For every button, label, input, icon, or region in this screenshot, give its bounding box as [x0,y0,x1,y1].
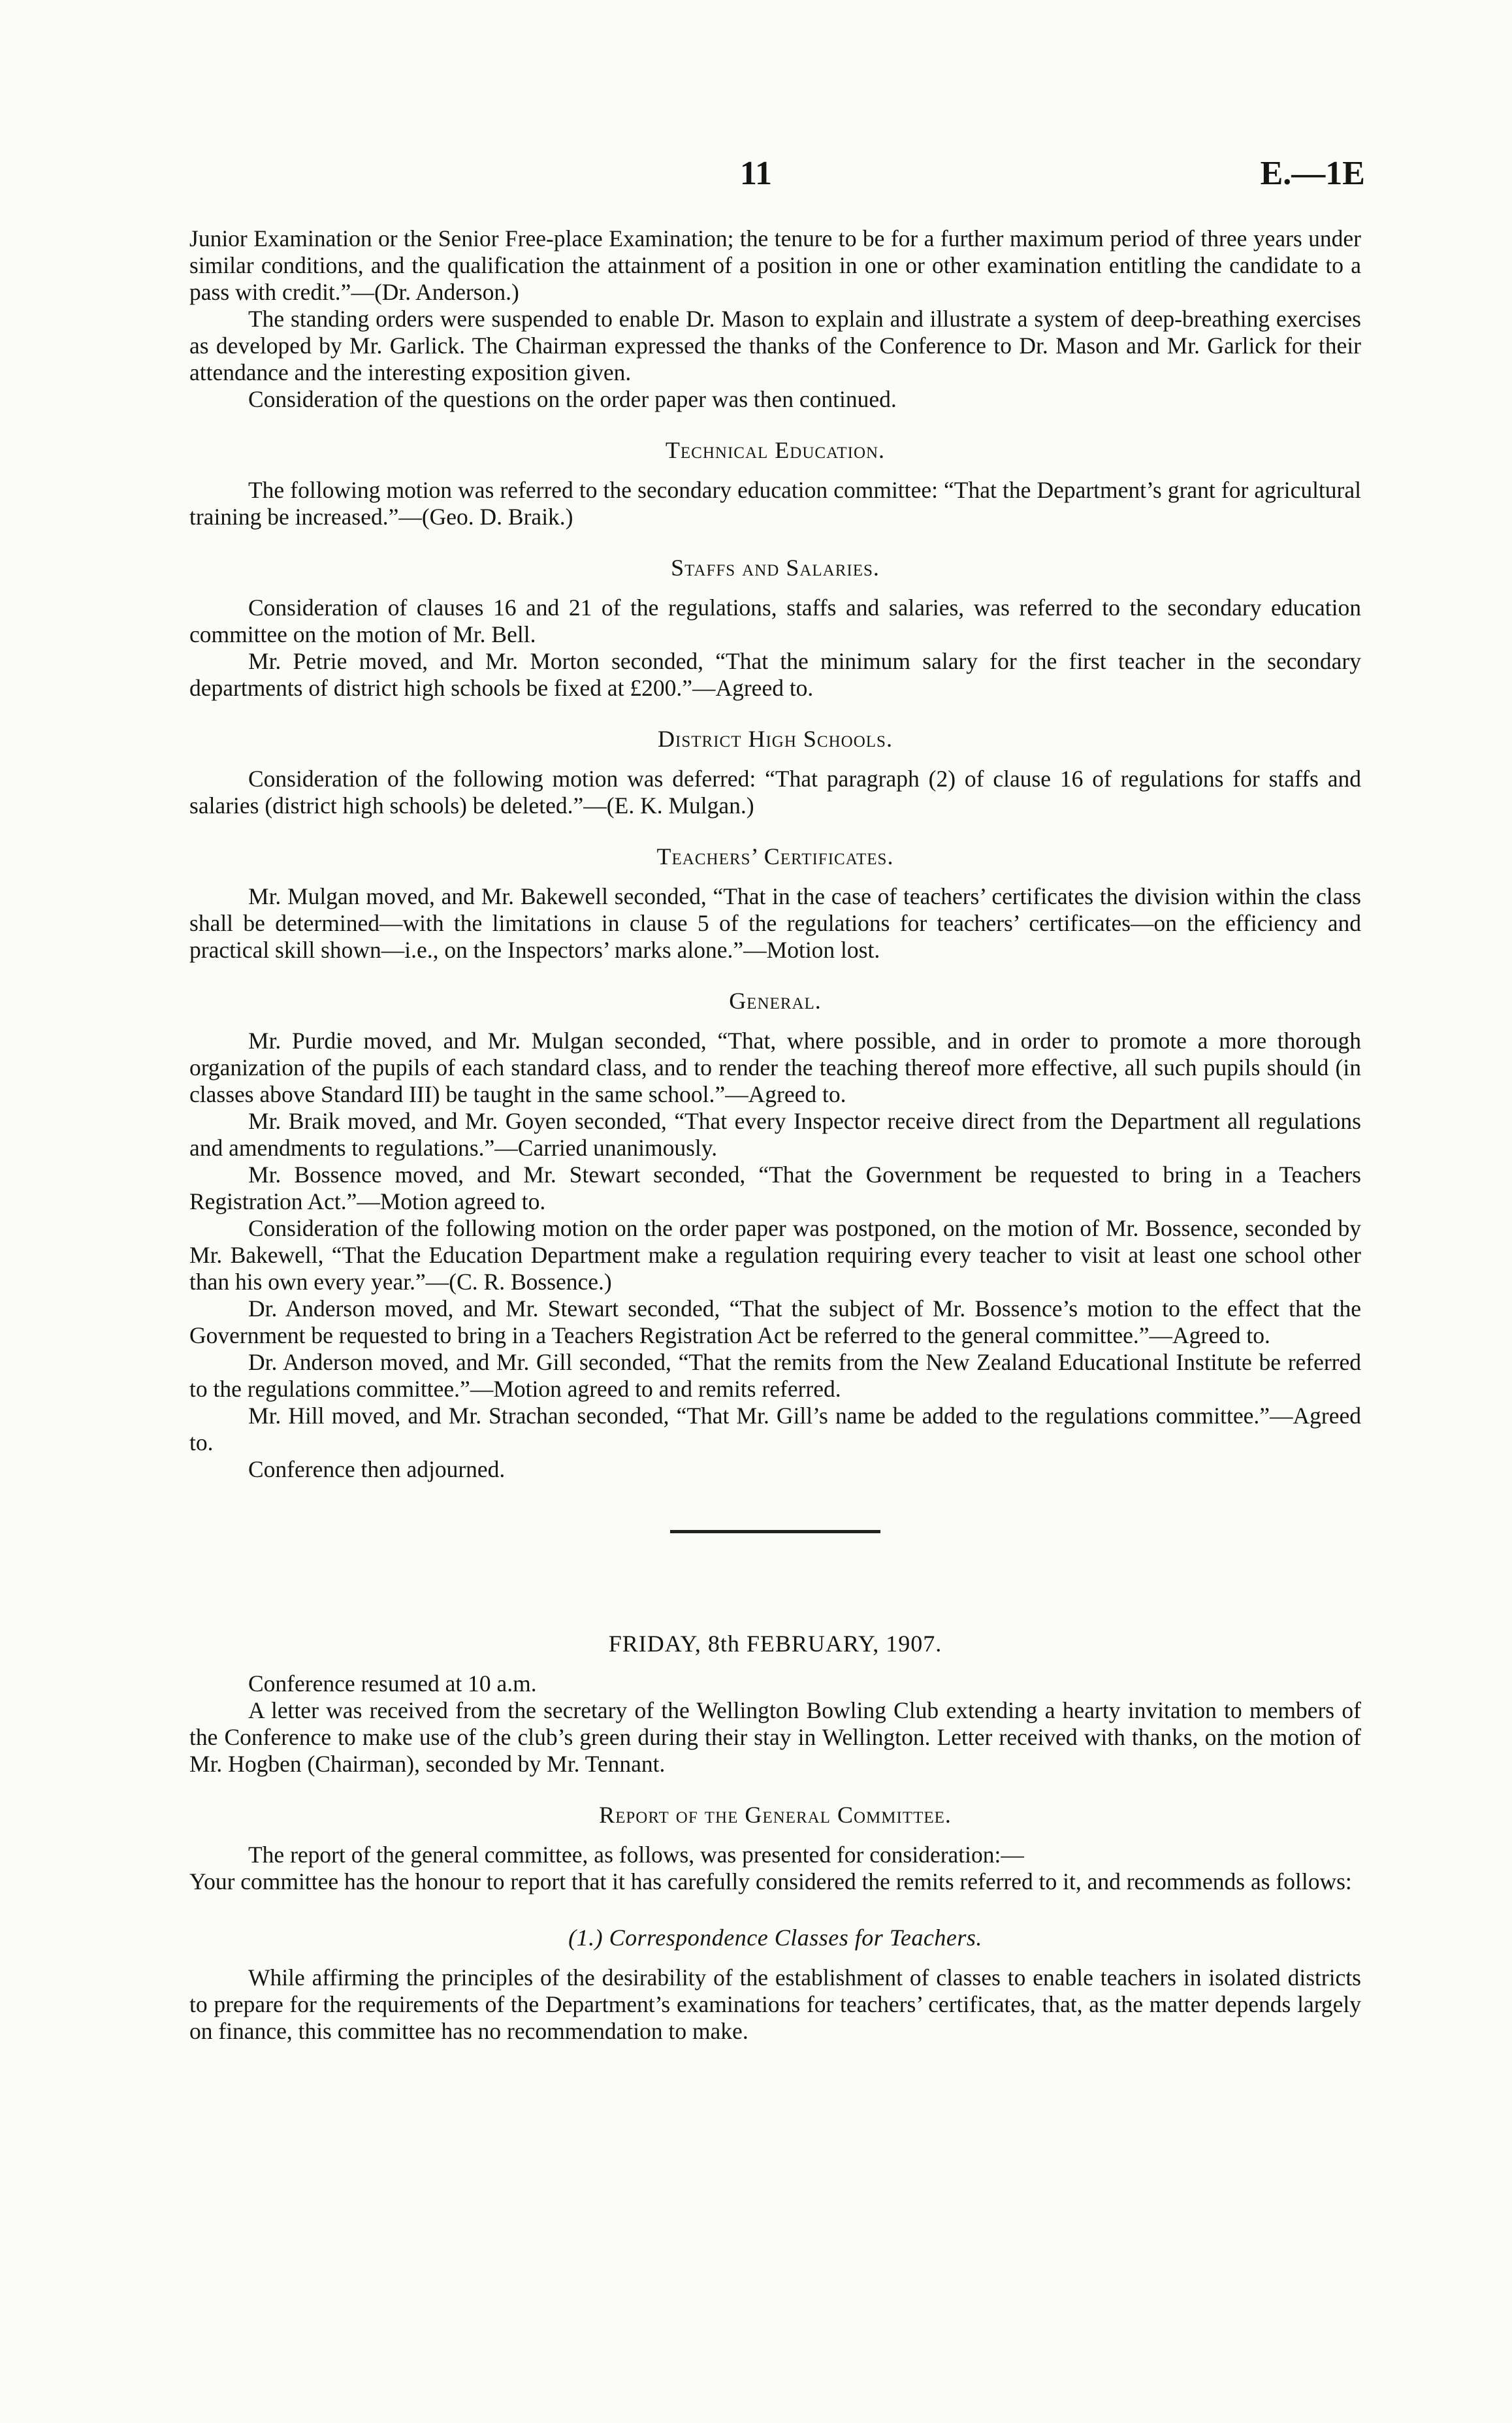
heading-technical-education: Technical Education. [665,437,886,463]
paragraph-correspondence: While affirming the principles of the desirability of the establishment of classes to enable teachers in isolated districts to prepare for the requirements of the Department’s examinations for teachers’ certificates, that, as the matter depends largely on finance, this committee has no recommendation to make. [189,1964,1361,2044]
paragraph: A letter was received from the secretary of the Wellington Bowling Club extending a hearty invitation to members of the Conference to make use of the club’s green during their stay in Wellington. Letter received with thanks, on the motion of Mr. Hogben (Chairman), seconded by Mr. Tennant. [189,1697,1361,1777]
paragraph: Dr. Anderson moved, and Mr. Stewart seconded, “That the subject of Mr. Bossence’s motion to the effect that the Government be requested to bring in a Teachers Registration Act be referred to the general committee.”—Agreed to. [189,1295,1361,1348]
paragraph: Mr. Petrie moved, and Mr. Morton seconded, “That the minimum salary for the first teacher in the secondary departments of district high schools be fixed at £200.”—Agreed to. [189,648,1361,701]
paragraph: Conference resumed at 10 a.m. [248,1670,537,1697]
paragraph: Mr. Purdie moved, and Mr. Mulgan seconded, “That, where possible, and in order to promote a more thorough organization of the pupils of each standard class, and to render the teaching thereof more effective, all such pupils should (in classes above Standard III) be taught in the same school.”—Agreed to. [189,1028,1361,1107]
paragraph: Dr. Anderson moved, and Mr. Gill seconded, “That the remits from the New Zealand Educational Institute be referred to the regulations committee.”—Motion agreed to and remits referred. [189,1349,1361,1402]
document-reference: E.—1E [1260,155,1365,192]
heading-staffs-and-salaries: Staffs and Salaries. [671,555,880,581]
heading-teachers-certificates: Teachers’ Certificates. [656,843,894,870]
paragraph: Consideration of clauses 16 and 21 of the regulations, staffs and salaries, was referred to the secondary education committee on the motion of Mr. Bell. [189,594,1361,647]
paragraph: The following motion was referred to the secondary education committee: “That the Department’s grant for agricultural training be increased.”—(Geo. D. Braik.) [189,477,1361,530]
section-divider [670,1530,880,1533]
paragraph: Mr. Bossence moved, and Mr. Stewart seconded, “That the Government be requested to bring in a Teachers Registration Act.”—Motion agreed to. [189,1162,1361,1214]
heading-general: General. [729,988,822,1014]
page-number: 11 [739,155,773,192]
paragraph-report-intro: The report of the general committee, as follows, was presented for consideration:— [248,1842,1024,1868]
paragraph-consideration: Consideration of the questions on the order paper was then continued. [248,386,897,412]
heading-district-high-schools: District High Schools. [658,726,893,752]
paragraph-committee: Your committee has the honour to report that it has carefully considered the remits referred to it, and recommends as follows: [189,1868,1352,1894]
document-body [189,225,1361,2045]
paragraph: Consideration of the following motion on the order paper was postponed, on the motion of Mr. Bossence, seconded by Mr. Bakewell, “That the Education Department make a regulation requiring every teacher to visit at least one school other than his own every year.”—(C. R. Bossence.) [189,1215,1361,1295]
continuation-paragraph: Junior Examination or the Senior Free-place Examination; the tenure to be for a further maximum period of three years under similar conditions, and the qualification the attainment of a position in one or other examination entitling the candidate to a pass with credit.”—(Dr. Anderson.) [189,225,1361,305]
paragraph: Mr. Mulgan moved, and Mr. Bakewell seconded, “That in the case of teachers’ certificates the division within the class shall be determined—with the limitations in clause 5 of the regulations for teachers’ certificates—on the efficiency and practical skill shown—i.e., on the Inspectors’ marks alone.”—Motion lost. [189,883,1361,963]
paragraph: Consideration of the following motion was deferred: “That paragraph (2) of clause 16 of regulations for staffs and salaries (district high schools) be deleted.”—(E. K. Mulgan.) [189,766,1361,819]
heading-friday-date: FRIDAY, 8th FEBRUARY, 1907. [608,1631,942,1657]
paragraph-standing-orders: The standing orders were suspended to enable Dr. Mason to explain and illustrate a system of deep-breathing exercises as developed by Mr. Garlick. The Chairman expressed the thanks of the Conference to Dr. Mason and Mr. Garlick for their attendance and the interesting exposition given. [189,306,1361,385]
paragraph: Mr. Hill moved, and Mr. Strachan seconded, “That Mr. Gill’s name be added to the regulations committee.”—Agreed to. [189,1403,1361,1455]
subheading-correspondence-classes: (1.) Correspondence Classes for Teachers. [568,1925,982,1951]
paragraph: Conference then adjourned. [248,1456,506,1482]
heading-report-general-committee: Report of the General Committee. [599,1802,952,1828]
paragraph: Mr. Braik moved, and Mr. Goyen seconded, “That every Inspector receive direct from the Department all regulations and amendments to regulations.”—Carried unanimously. [189,1108,1361,1161]
